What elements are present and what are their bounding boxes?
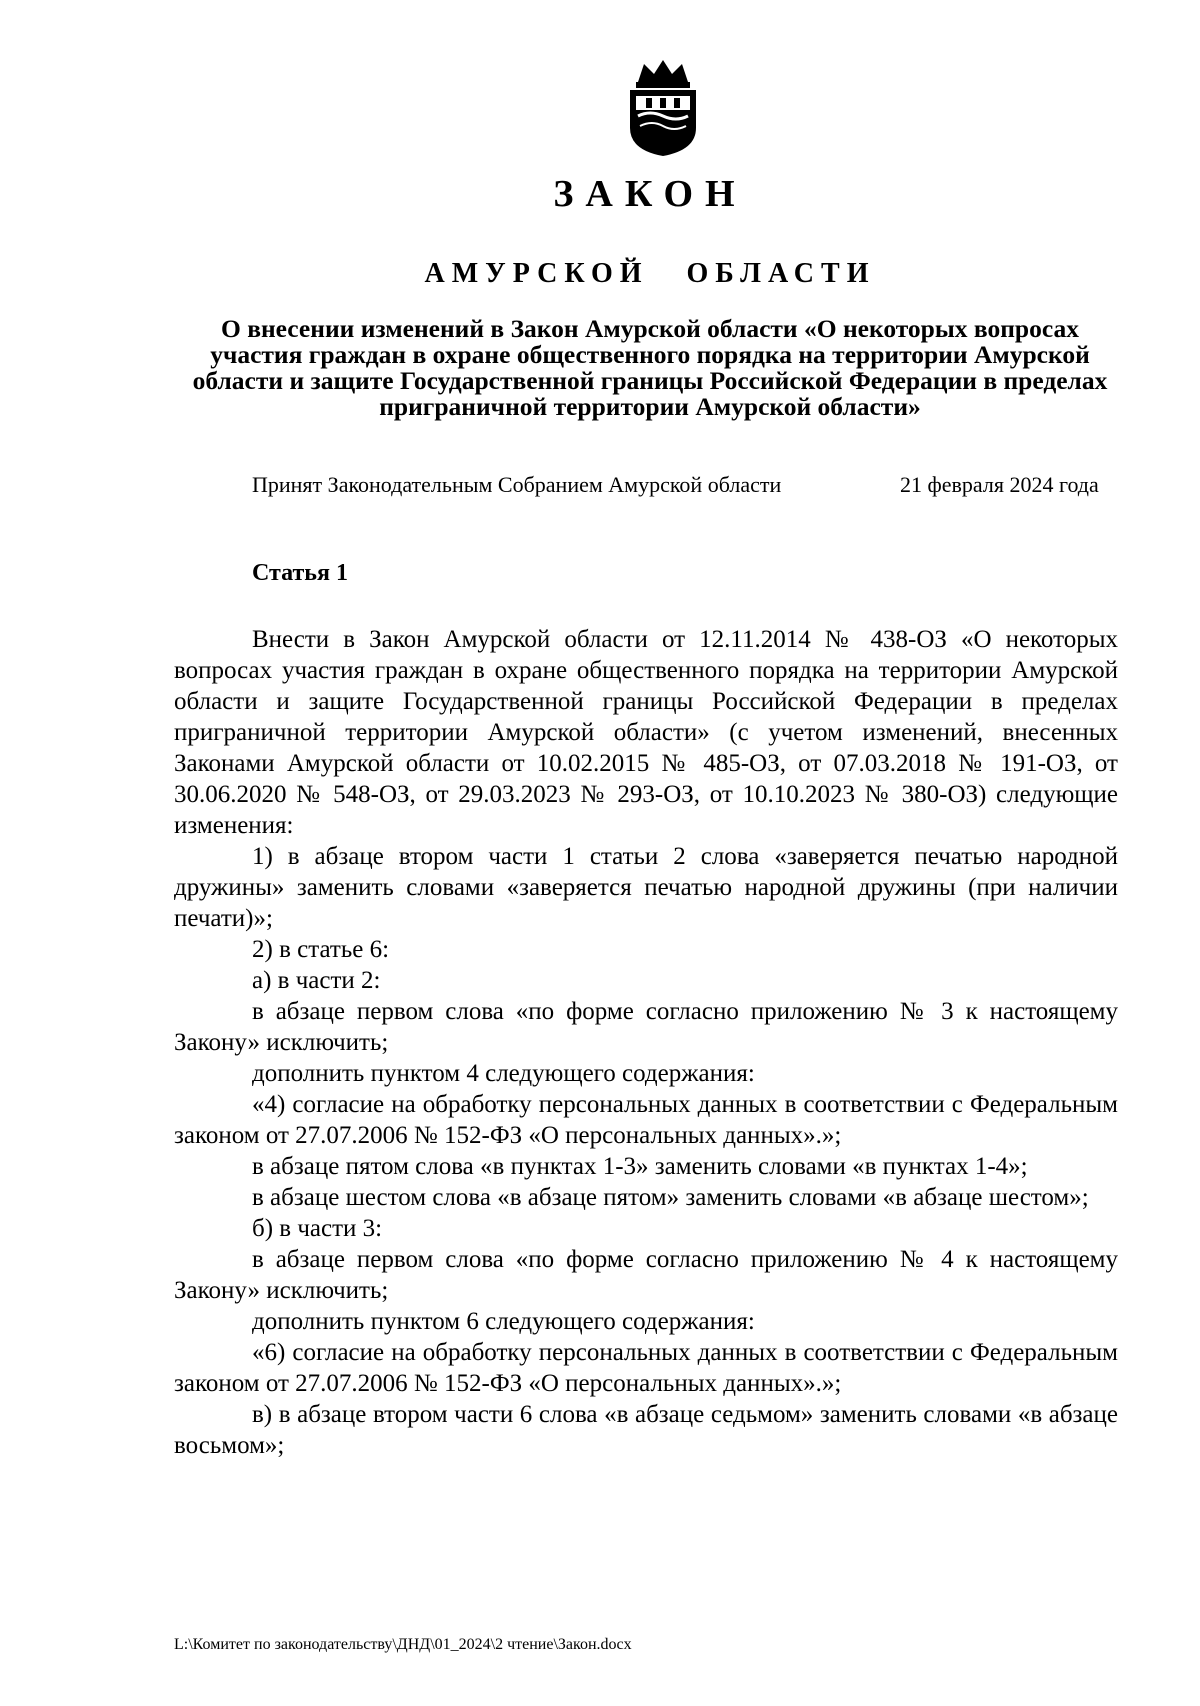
paragraph-item-1: 1) в абзаце втором части 1 статьи 2 слова «заверяется печатью народной дружины» заменить словами «заверяется печатью народной дружины (при наличии печати)»; [174,843,1118,932]
paragraph-subitem-b: б) в части 3: [252,1215,383,1242]
adopted-date: 21 февраля 2024 года [900,472,1099,497]
document-type-title: ЗАКОН [553,173,747,215]
law-subject-title: О внесении изменений в Закон Амурской области «О некоторых вопросах участия граждан в охране общественного порядка на территории Амурской области и защите Государственной границы Российской Федерации в пределах приграничной территории Амурской области» [192,314,1108,421]
paragraph-subitem-v: в) в абзаце втором части 6 слова «в абзаце седьмом» заменить словами «в абзаце восьмом»; [174,1401,1118,1459]
paragraph: в абзаце первом слова «по форме согласно приложению № 4 к настоящему Закону» исключить; [174,1246,1118,1304]
file-path-footer: L:\Комитет по законодательству\ДНД\01_2024\2 чтение\Закон.docx [174,1636,632,1653]
region-title: АМУРСКОЙ ОБЛАСТИ [424,258,876,289]
paragraph: «4) согласие на обработку персональных данных в соответствии с Федеральным законом от 27.07.2006 № 152-ФЗ «О персональных данных».»; [174,1091,1118,1149]
paragraph: дополнить пунктом 4 следующего содержания: [252,1060,755,1087]
paragraph: в абзаце первом слова «по форме согласно приложению № 3 к настоящему Закону» исключить; [174,998,1118,1056]
paragraph-subitem-a: а) в части 2: [252,967,381,994]
paragraph: дополнить пунктом 6 следующего содержания: [252,1308,755,1335]
coat-of-arms-emblem [624,58,702,158]
paragraph: в абзаце пятом слова «в пунктах 1-3» заменить словами «в пунктах 1-4»; [252,1153,1028,1180]
paragraph: в абзаце шестом слова «в абзаце пятом» заменить словами «в абзаце шестом»; [252,1184,1089,1211]
paragraph-item-2: 2) в статье 6: [252,936,390,963]
paragraph-intro: Внести в Закон Амурской области от 12.11.2014 № 438-ОЗ «О некоторых вопросах участия граждан в охране общественного порядка на территории Амурской области и защите Государственной границы Российской Федерации в пределах приграничной территории Амурской области» (с учетом изменений, внесенных Законами Амурской области от 10.02.2015 № 485-ОЗ, от 07.03.2018 № 191-ОЗ, от 30.06.2020 № 548-ОЗ, от 29.03.2023 № 293-ОЗ, от 10.10.2023 № 380-ОЗ) следующие изменения: [174,626,1118,839]
article-body [174,624,1118,1461]
paragraph: «6) согласие на обработку персональных данных в соответствии с Федеральным законом от 27.07.2006 № 152-ФЗ «О персональных данных».»; [174,1339,1118,1397]
adopted-by-label: Принят Законодательным Собранием Амурской области [252,472,782,497]
article-heading: Статья 1 [252,560,348,586]
